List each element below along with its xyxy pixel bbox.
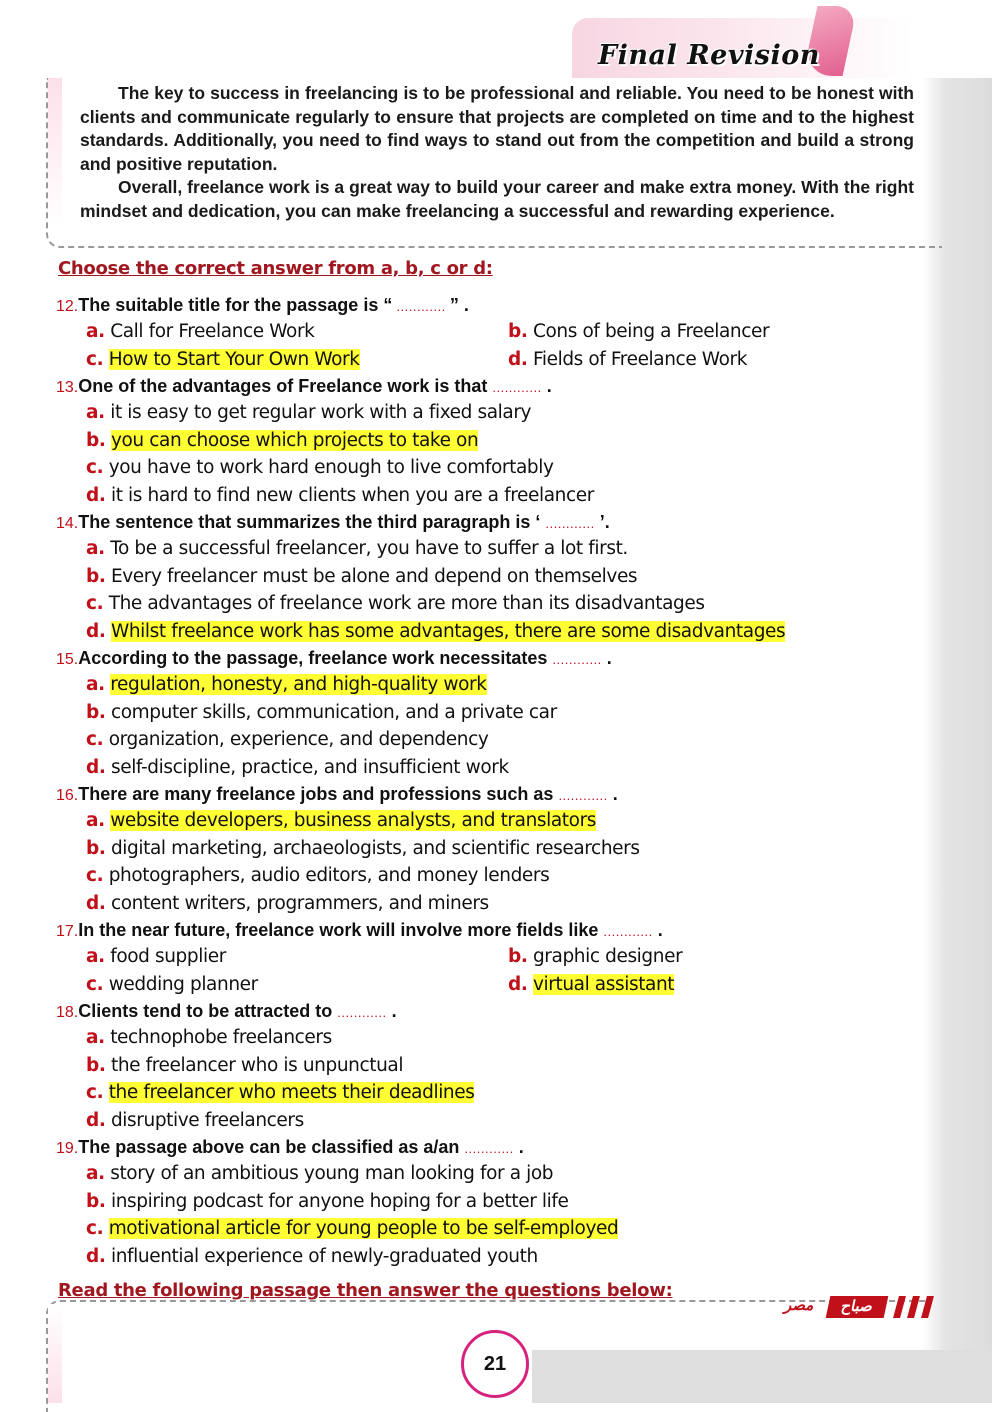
question-text: One of the advantages of Freelance work is that: [78, 376, 493, 396]
option-text: story of an ambitious young man looking for a job: [110, 1163, 554, 1184]
option-letter: d.: [86, 1245, 106, 1267]
option-text: To be a successful freelancer, you have to suffer a lot first.: [110, 538, 628, 559]
option-text: The advantages of freelance work are more than its disadvantages: [108, 593, 705, 614]
question-number: 19.: [56, 1140, 79, 1157]
option-letter: b.: [86, 565, 106, 587]
logo-bar-icon: [893, 1296, 906, 1318]
option-letter: a.: [86, 1027, 105, 1048]
option-letter: d.: [508, 973, 528, 995]
option-letter: c.: [86, 593, 104, 614]
answer-option[interactable]: [56, 890, 936, 918]
passage-accent-strip: [48, 78, 62, 228]
option-text: graphic designer: [532, 946, 683, 967]
answer-option[interactable]: [56, 1188, 936, 1216]
answer-option[interactable]: [56, 454, 936, 482]
passage-paragraph: The key to success in freelancing is to be professional and reliable. You need to be honest with clients and communicate regularly to ensure that projects are completed on time and to the highest standards. Additionally, you need to find ways to stand out from the competition and build a strong and positive reputation.: [80, 83, 914, 174]
answer-option[interactable]: [56, 618, 936, 646]
answer-option[interactable]: [56, 862, 936, 890]
question-text: The sentence that summarizes the third paragraph is ‘: [78, 512, 546, 532]
option-text-highlighted: virtual assistant: [532, 973, 675, 995]
option-text: photographers, audio editors, and money lenders: [108, 865, 550, 886]
option-text: digital marketing, archaeologists, and scientific researchers: [110, 837, 640, 859]
question-number: 16.: [56, 787, 79, 804]
option-letter: b.: [86, 429, 106, 451]
answer-option[interactable]: [56, 971, 508, 999]
logo-word-sabah: صباح: [826, 1296, 889, 1318]
publisher-logo: [784, 1296, 944, 1320]
option-letter: a.: [86, 402, 105, 423]
option-text: Call for Freelance Work: [110, 321, 315, 342]
option-letter: c.: [86, 348, 104, 370]
question-stem: [56, 1134, 936, 1160]
answer-blank: ............: [337, 1005, 387, 1020]
option-text-highlighted: Whilst freelance work has some advantages, there are some disadvantages: [110, 620, 786, 642]
answer-option[interactable]: [56, 427, 936, 455]
section-heading-next-passage: Read the following passage then answer the questions below:: [58, 1280, 673, 1301]
question-end: .: [652, 920, 663, 940]
question-stem: [56, 645, 936, 671]
answer-option[interactable]: [56, 563, 936, 591]
option-letter: c.: [86, 865, 104, 886]
logo-bar-icon: [921, 1296, 934, 1318]
option-letter: a.: [86, 321, 105, 342]
page-header-title: Final Revision: [598, 40, 820, 71]
question-stem: [56, 998, 936, 1024]
section-heading-choose: Choose the correct answer from a, b, c or d:: [58, 258, 493, 279]
option-text-highlighted: motivational article for young people to be self-employed: [108, 1218, 619, 1239]
option-letter: c.: [86, 1218, 104, 1239]
answer-option[interactable]: [56, 1160, 936, 1188]
question-end: .: [607, 784, 618, 804]
answer-option[interactable]: [56, 754, 936, 782]
answer-option[interactable]: [56, 1215, 936, 1243]
option-letter: b.: [508, 321, 528, 342]
question-text: The passage above can be classified as a/an: [78, 1137, 465, 1157]
option-text: Cons of being a Freelancer: [532, 321, 770, 342]
footer-band: [532, 1350, 992, 1403]
answer-option[interactable]: [56, 1052, 936, 1080]
option-letter: d.: [508, 348, 528, 370]
question-number: 18.: [56, 1004, 79, 1021]
option-text: content writers, programmers, and miners: [110, 892, 489, 914]
answer-blank: ............: [392, 299, 450, 314]
answer-option[interactable]: [56, 535, 936, 563]
option-row: [56, 318, 936, 346]
option-letter: d.: [86, 892, 106, 914]
question-number: 12.: [56, 298, 79, 315]
option-text-highlighted: regulation, honesty, and high-quality work: [110, 674, 487, 695]
question-text: There are many freelance jobs and professions such as: [78, 784, 559, 804]
answer-option[interactable]: [56, 399, 936, 427]
option-letter: d.: [86, 484, 106, 506]
option-letter: a.: [86, 1163, 105, 1184]
question-end: .: [513, 1137, 524, 1157]
option-letter: c.: [86, 973, 104, 995]
question-end: ” .: [449, 295, 469, 315]
option-row: [56, 943, 936, 971]
option-row: [56, 346, 936, 374]
option-letter: c.: [86, 729, 104, 750]
option-letter: a.: [86, 810, 105, 831]
option-text: the freelancer who is unpunctual: [110, 1054, 404, 1076]
logo-word-misr: مصر: [784, 1297, 814, 1314]
option-text: wedding planner: [108, 973, 258, 995]
option-letter: b.: [508, 946, 528, 967]
answer-option[interactable]: [508, 346, 930, 374]
option-text-highlighted: website developers, business analysts, and translators: [110, 810, 597, 831]
question-text: In the near future, freelance work will involve more fields like: [78, 920, 604, 940]
answer-option[interactable]: [56, 835, 936, 863]
option-text: influential experience of newly-graduated youth: [110, 1245, 538, 1267]
option-letter: d.: [86, 1109, 106, 1131]
answer-blank: ............: [603, 924, 653, 939]
answer-option[interactable]: [56, 943, 508, 971]
answer-option[interactable]: [56, 807, 936, 835]
option-letter: b.: [86, 1054, 106, 1076]
answer-option[interactable]: [508, 318, 930, 346]
passage-paragraph: Overall, freelance work is a great way to build your career and make extra money. With the right mindset and dedication, you can make freelancing a successful and rewarding experience.: [80, 177, 914, 221]
question-text: Clients tend to be attracted to: [78, 1001, 338, 1021]
question-text: According to the passage, freelance work necessitates: [78, 648, 553, 668]
answer-option[interactable]: [508, 971, 930, 999]
question-number: 13.: [56, 379, 79, 396]
question-number: 15.: [56, 651, 79, 668]
question-number: 17.: [56, 923, 79, 940]
option-text-highlighted: How to Start Your Own Work: [108, 348, 360, 370]
option-text-highlighted: the freelancer who meets their deadlines: [108, 1082, 475, 1103]
answer-option[interactable]: [56, 671, 936, 699]
answer-blank: ............: [552, 652, 602, 667]
question-text: The suitable title for the passage is “: [78, 295, 393, 315]
answer-option[interactable]: [56, 726, 936, 754]
option-text: inspiring podcast for anyone hoping for a better life: [110, 1190, 569, 1212]
answer-blank: ............: [492, 380, 542, 395]
option-letter: b.: [86, 701, 106, 723]
option-text: technophobe freelancers: [110, 1027, 332, 1048]
option-letter: a.: [86, 946, 105, 967]
option-text: organization, experience, and dependency: [108, 729, 489, 750]
question-stem: [56, 781, 936, 807]
answer-option[interactable]: [56, 590, 936, 618]
answer-blank: ............: [464, 1141, 514, 1156]
answer-option[interactable]: [56, 1107, 936, 1135]
answer-option[interactable]: [56, 699, 936, 727]
answer-blank: ............: [558, 788, 608, 803]
option-letter: a.: [86, 538, 105, 559]
answer-option[interactable]: [56, 1079, 936, 1107]
option-text-highlighted: you can choose which projects to take on: [110, 429, 479, 451]
option-text: it is hard to find new clients when you are a freelancer: [110, 484, 594, 506]
question-end: .: [541, 376, 552, 396]
option-letter: d.: [86, 620, 106, 642]
answer-option[interactable]: [56, 318, 508, 346]
answer-option[interactable]: [56, 1024, 936, 1052]
option-text: Fields of Freelance Work: [532, 348, 748, 370]
question-number: 14.: [56, 515, 79, 532]
page-number: 21: [461, 1330, 529, 1398]
answer-option[interactable]: [56, 346, 508, 374]
option-letter: b.: [86, 837, 106, 859]
answer-option[interactable]: [56, 482, 936, 510]
option-text: you have to work hard enough to live comfortably: [108, 457, 554, 478]
question-end: .: [386, 1001, 397, 1021]
next-passage-accent-strip: [48, 1304, 62, 1403]
question-end: .: [601, 648, 612, 668]
option-text: food supplier: [110, 946, 226, 967]
option-letter: c.: [86, 1082, 104, 1103]
option-letter: a.: [86, 674, 105, 695]
question-stem: [56, 509, 936, 535]
reading-passage: [80, 82, 914, 223]
question-stem: [56, 292, 936, 318]
option-text: self-discipline, practice, and insufficient work: [110, 756, 509, 778]
option-letter: d.: [86, 756, 106, 778]
option-text: it is easy to get regular work with a fixed salary: [110, 402, 532, 423]
logo-bar-icon: [907, 1296, 920, 1318]
question-stem: [56, 373, 936, 399]
option-text: disruptive freelancers: [110, 1109, 304, 1131]
option-text: Every freelancer must be alone and depend on themselves: [110, 565, 638, 587]
question-stem: [56, 917, 936, 943]
answer-option[interactable]: [56, 1243, 936, 1271]
answer-option[interactable]: [508, 943, 930, 971]
option-text: computer skills, communication, and a private car: [110, 701, 557, 723]
option-letter: b.: [86, 1190, 106, 1212]
question-list: [56, 292, 936, 1270]
answer-blank: ............: [545, 516, 595, 531]
question-end: ’.: [594, 512, 610, 532]
option-letter: c.: [86, 457, 104, 478]
option-row: [56, 971, 936, 999]
